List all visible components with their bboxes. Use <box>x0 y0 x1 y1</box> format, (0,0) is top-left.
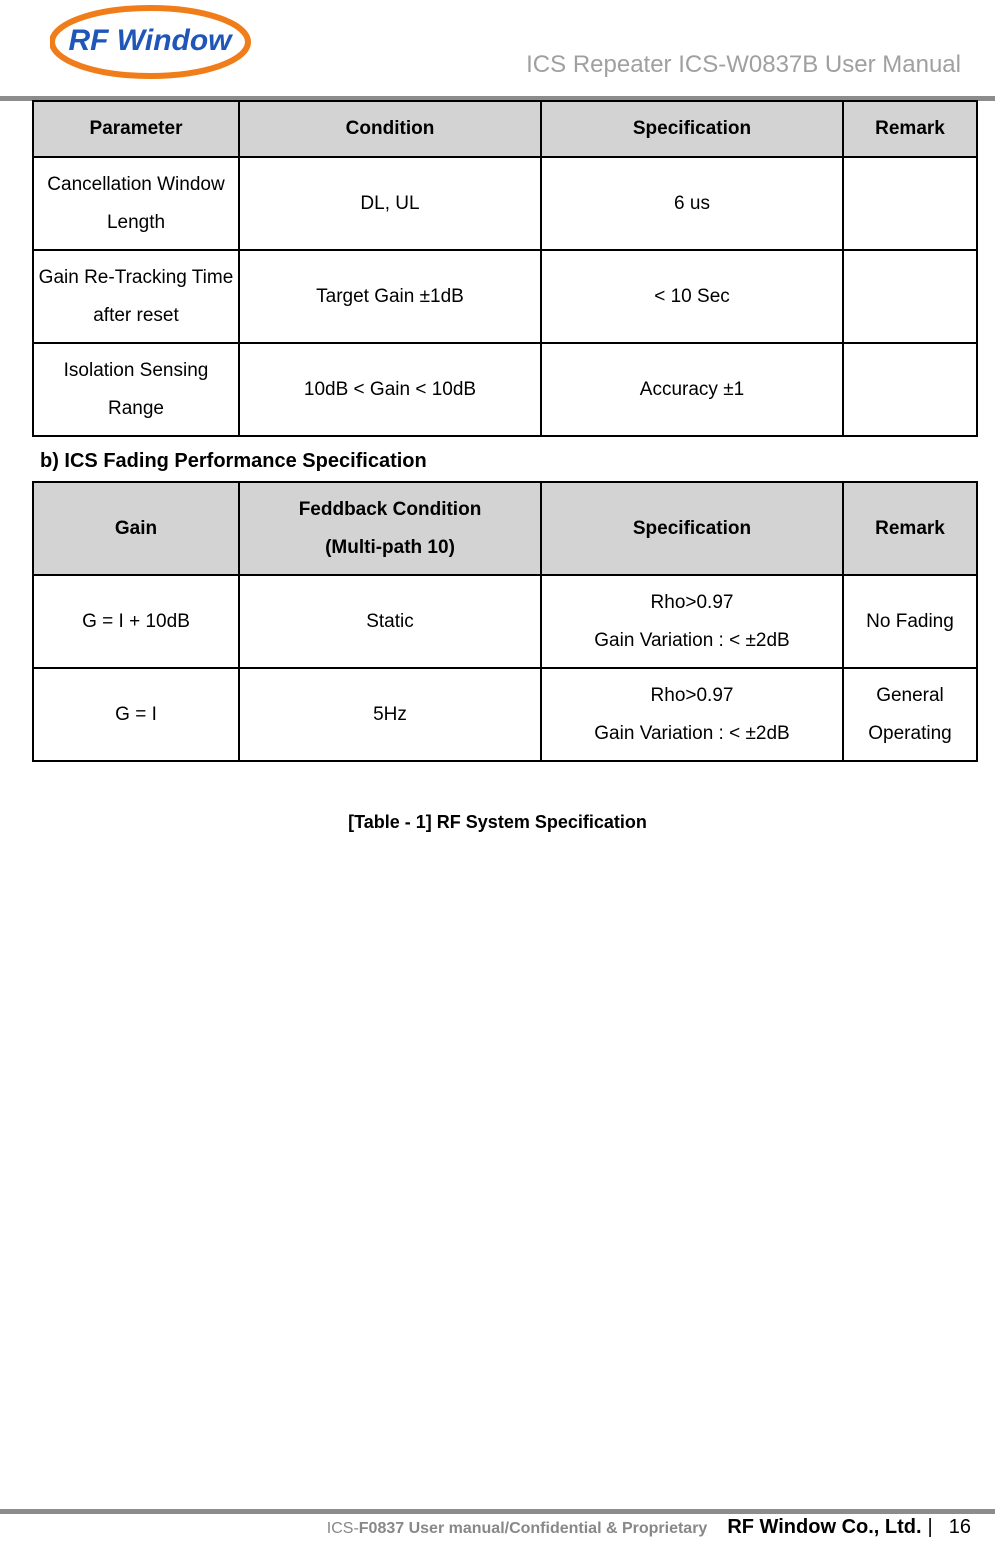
cell-gain: G = I + 10dB <box>33 575 239 668</box>
cell-condition: 5Hz <box>239 668 541 761</box>
table-header-row <box>33 482 977 575</box>
column-header-specification: Specification <box>541 101 843 157</box>
cell-parameter: Cancellation Window Length <box>33 157 239 250</box>
cell-condition: DL, UL <box>239 157 541 250</box>
rf-spec-table <box>32 100 978 437</box>
cell-gain: G = I <box>33 668 239 761</box>
spec-line: Rho>0.97 <box>650 684 734 706</box>
footer-divider <box>0 1509 995 1514</box>
column-header-gain: Gain <box>33 482 239 575</box>
cell-remark <box>843 343 977 436</box>
logo-text: RF Window <box>68 24 232 57</box>
fading-spec-table <box>32 481 978 762</box>
cell-condition: Target Gain ±1dB <box>239 250 541 343</box>
page-number: 16 <box>948 1516 971 1538</box>
spec-line: Gain Variation : < ±2dB <box>594 722 790 744</box>
cell-specification: 6 us <box>541 157 843 250</box>
column-header-condition: Condition <box>239 101 541 157</box>
page-footer <box>327 1516 971 1539</box>
column-header-parameter: Parameter <box>33 101 239 157</box>
document-title: ICS Repeater ICS-W0837B User Manual <box>526 51 961 78</box>
cell-remark <box>843 250 977 343</box>
column-header-remark: Remark <box>843 101 977 157</box>
rf-window-logo <box>50 4 255 80</box>
table-row <box>33 343 977 436</box>
cell-parameter: Gain Re-Tracking Time after reset <box>33 250 239 343</box>
column-header-remark: Remark <box>843 482 977 575</box>
cell-specification: Accuracy ±1 <box>541 343 843 436</box>
column-header-specification: Specification <box>541 482 843 575</box>
table-header-row <box>33 101 977 157</box>
spec-line: Rho>0.97 <box>650 591 734 613</box>
cell-remark: General Operating <box>843 668 977 761</box>
footer-company: RF Window Co., Ltd. <box>727 1516 922 1538</box>
table-row <box>33 157 977 250</box>
cell-remark <box>843 157 977 250</box>
table-row <box>33 250 977 343</box>
section-heading: b) ICS Fading Performance Specification <box>40 450 427 472</box>
cell-parameter: Isolation Sensing Range <box>33 343 239 436</box>
cell-condition: 10dB < Gain < 10dB <box>239 343 541 436</box>
cell-specification <box>541 575 843 668</box>
table-row <box>33 575 977 668</box>
spec-line: Gain Variation : < ±2dB <box>594 629 790 651</box>
cell-remark: No Fading <box>843 575 977 668</box>
cell-condition: Static <box>239 575 541 668</box>
footer-doc-label: ICS-F0837 User manual/Confidential & Proprietary <box>326 1520 708 1537</box>
table-caption: [Table - 1] RF System Specification <box>348 812 647 832</box>
table-row <box>33 668 977 761</box>
cell-specification <box>541 668 843 761</box>
footer-separator: | <box>927 1516 933 1538</box>
column-header-feedback-condition: Feddback Condition (Multi-path 10) <box>239 482 541 575</box>
cell-specification: < 10 Sec <box>541 250 843 343</box>
